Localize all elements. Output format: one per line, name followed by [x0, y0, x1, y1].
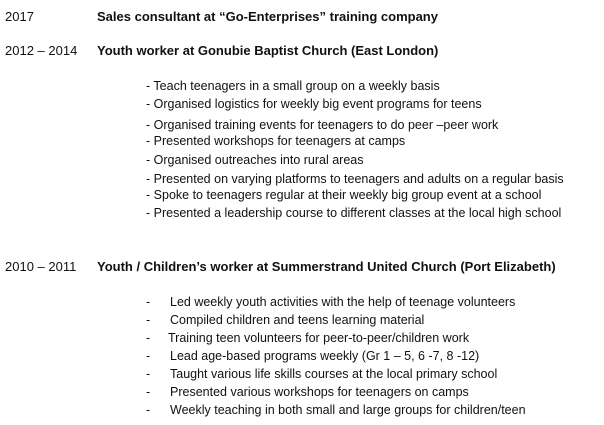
list-item	[146, 152, 364, 168]
list-item-text: Taught various life skills courses at the local primary school	[170, 367, 498, 381]
list-item-text: Spoke to teenagers regular at their weekly big group event at a school	[153, 188, 542, 202]
bullet-dash: -	[146, 172, 151, 186]
list-item-text: Led weekly youth activities with the help of teenage volunteers	[170, 295, 516, 309]
list-item-text: Teach teenagers in a small group on a weekly basis	[153, 79, 440, 93]
bullet-dash: -	[146, 206, 151, 220]
list-item	[146, 117, 498, 133]
bullet-dash: -	[146, 295, 151, 309]
list-item	[146, 78, 440, 94]
list-item-text: Presented a leadership course to different classes at the local high school	[153, 206, 562, 220]
list-item	[146, 96, 482, 112]
entry-title: Sales consultant at “Go-Enterprises” training company	[97, 9, 438, 24]
bullet-dash: -	[146, 331, 151, 345]
list-item	[146, 402, 526, 418]
list-item	[146, 330, 469, 346]
list-item	[146, 348, 479, 364]
list-item-text: Presented various workshops for teenagers on camps	[170, 385, 469, 399]
list-item-text: Lead age-based programs weekly (Gr 1 – 5, 6 -7, 8 -12)	[170, 349, 480, 363]
bullet-dash: -	[146, 134, 151, 148]
list-item	[146, 133, 405, 149]
entry-title: Youth / Children’s worker at Summerstrand United Church (Port Elizabeth)	[97, 259, 556, 274]
entry-year: 2017	[5, 9, 34, 24]
list-item	[146, 205, 561, 221]
list-item	[146, 294, 515, 310]
entry-year: 2012 – 2014	[5, 43, 78, 58]
list-item-text: Weekly teaching in both small and large groups for children/teen	[170, 403, 526, 417]
bullet-dash: -	[146, 118, 151, 132]
list-item	[146, 384, 469, 400]
entry-year: 2010 – 2011	[5, 259, 77, 274]
bullet-dash: -	[146, 79, 151, 93]
bullet-dash: -	[146, 153, 151, 167]
bullet-dash: -	[146, 97, 151, 111]
list-item-text: Organised outreaches into rural areas	[153, 153, 364, 167]
bullet-dash: -	[146, 367, 151, 381]
list-item-text: Organised logistics for weekly big event programs for teens	[153, 97, 482, 111]
list-item-text: Organised training events for teenagers to do peer –peer work	[153, 118, 499, 132]
entry-title: Youth worker at Gonubie Baptist Church (East London)	[97, 43, 439, 58]
bullet-dash: -	[146, 313, 151, 327]
bullet-dash: -	[146, 349, 151, 363]
list-item	[146, 187, 541, 203]
bullet-dash: -	[146, 188, 151, 202]
list-item	[146, 171, 564, 187]
list-item-text: Compiled children and teens learning material	[170, 313, 425, 327]
list-item	[146, 312, 424, 328]
list-item-text: Presented workshops for teenagers at camps	[153, 134, 406, 148]
bullet-dash: -	[146, 403, 151, 417]
bullet-dash: -	[146, 385, 151, 399]
list-item	[146, 366, 497, 382]
list-item-text: Presented on varying platforms to teenagers and adults on a regular basis	[153, 172, 564, 186]
list-item-text: Training teen volunteers for peer-to-peer/children work	[168, 331, 470, 345]
